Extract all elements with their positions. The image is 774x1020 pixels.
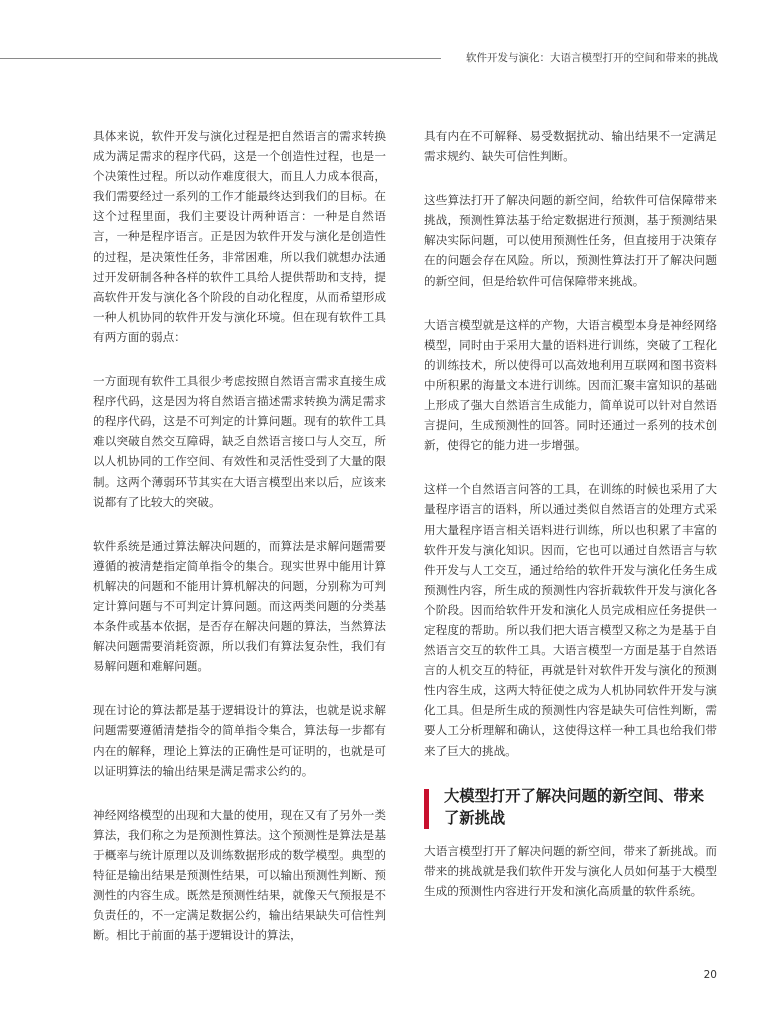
- right-paragraph-5: 大语言模型打开了解决问题的新空间，带来了新挑战。而带来的挑战就是我们软件开发与演化人员如何基于大模型生成的预测性内容进行开发和演化高质量的软件系统。: [424, 843, 717, 898]
- left-paragraph-3: 软件系统是通过算法解决问题的，而算法是求解问题需要遵循的被清楚指定简单指令的集合。现实世界中能用计算机解决的问题和不能用计算机解决的问题，分别称为可判定计算问题与不可判定计算问题。而这两类问题的分类基本条件或基本依据，是否存在解决问题的算法，当然算法解决问题需要消耗资源，所以我们有算法复杂性，我们有易解问题和难解问题。: [93, 538, 386, 674]
- right-paragraph-1: 具有内在不可解释、易受数据扰动、输出结果不一定满足需求规约、缺失可信性判断。: [424, 129, 717, 164]
- section-heading: [424, 785, 717, 829]
- running-header-title: 软件开发与演化：大语言模型打开的空间和带来的挑战: [466, 52, 718, 64]
- left-paragraph-2: 一方面现有软件工具很少考虑按照自然语言需求直接生成程序代码，这是因为将自然语言描述需求转换为满足需求的程序代码，这是不可判定的计算问题。现有的软件工具难以突破自然交互障碍，缺乏自然语言接口与人交互，所以人机协同的工作空间、有效性和灵活性受到了大量的限制。这两个薄弱环节其实在大语言模型出来以后，应该来说都有了比较大的突破。: [93, 374, 386, 509]
- right-paragraph-4: 这样一个自然语言问答的工具，在训练的时候也采用了大量程序语言的语料，所以通过类似自然语言的处理方式采用大量程序语言相关语料进行训练，所以也积累了丰富的软件开发与演化知识。因而，它也可以通过自然语言与软件开发与人工交互，通过给给的软件开发与演化任务生成预测性内容，所生成的预测性内容折载软件开发与演化各个阶段。因而给软件开发和演化人员完成相应任务提供一定程度的帮助。所以我们把大语言模型又称之为是基于自然语言交互的软件工具。大语言模型一方面是基于自然语言的人机交互的特征，再就是针对软件开发与演化的预测性内容生成，这两大特征使之成为人机协同软件开发与演化工具。但是所生成的预测性内容是缺失可信性判断，需要人工分析理解和确认，这使得这样一种工具也给我们带来了巨大的挑战。: [424, 482, 717, 758]
- section-heading-text: 大模型打开了解决问题的新空间、带来了新挑战: [444, 786, 705, 827]
- header-rule: [0, 58, 441, 59]
- left-paragraph-4: 现在讨论的算法都是基于逻辑设计的算法，也就是说求解问题需要遵循清楚指令的简单指令集合，算法每一步都有内在的解释，理论上算法的正确性是可证明的，也就是可以证明算法的输出结果是满足需求公约的。: [93, 703, 386, 778]
- heading-accent-bar: [424, 789, 429, 829]
- right-paragraph-3: 大语言模型就是这样的产物，大语言模型本身是神经网络模型，同时由于采用大量的语料进行训练，突破了工程化的训练技术，所以使得可以高效地利用互联网和图书资料中所积累的海量文本进行训练。因而汇聚丰富知识的基础上形成了强大自然语言生成能力，简单说可以针对自然语言提问，生成预测性的回答。同时还通过一系列的技术创新，使得它的能力进一步增强。: [424, 317, 717, 453]
- page-number: 20: [703, 969, 717, 981]
- right-paragraph-2: 这些算法打开了解决问题的新空间，给软件可信保障带来挑战，预测性算法基于给定数据进行预测，基于预测结果解决实际问题，可以使用预测性任务，但直接用于决策存在的问题会存在风险。所以，预测性算法打开了解决问题的新空间，但是给软件可信保障带来挑战。: [424, 193, 717, 288]
- left-column: [93, 126, 386, 969]
- left-paragraph-1: 具体来说，软件开发与演化过程是把自然语言的需求转换成为满足需求的程序代码，这是一个创造性过程，也是一个决策性过程。所以动作难度很大，而且人力成本很高，我们需要经过一系列的工作才能最终达到我们的目标。在这个过程里面，我们主要设计两种语言：一种是自然语言，一种是程序语言。正是因为软件开发与演化是创造性的过程，是决策性任务，非常困难，所以我们就想办法通过开发研制各种各样的软件工具给人提供帮助和支持，提高软件开发与演化各个阶段的自动化程度，从而希望形成一种人机协同的软件开发与演化环境。但在现有软件工具有两方面的弱点：: [93, 129, 386, 344]
- left-paragraph-5: 神经网络模型的出现和大量的使用，现在又有了另外一类算法，我们称之为是预测性算法。这个预测性是算法是基于概率与统计原理以及训练数据形成的数学模型。典型的特征是输出结果是预测性结果，可以输出预测性判断、预测性的内容生成。既然是预测性结果，就像天气预报是不负责任的，不一定满足数据公约，输出结果缺失可信性判断。相比于前面的基于逻辑设计的算法，: [93, 807, 386, 943]
- right-column: [424, 126, 717, 925]
